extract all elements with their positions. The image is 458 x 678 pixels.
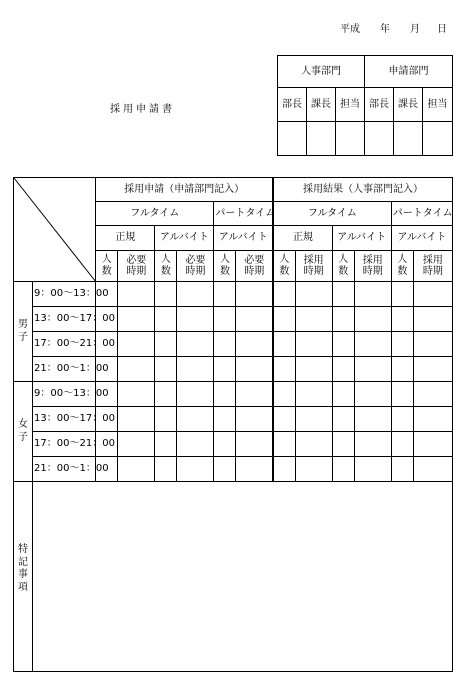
res-arbeit-header: アルバイト (332, 226, 391, 251)
entry-cell[interactable] (177, 457, 214, 482)
hiring-request-table (13, 177, 453, 672)
entry-cell[interactable] (236, 282, 273, 307)
entry-cell[interactable] (332, 307, 354, 332)
male-label: 男子 (14, 282, 33, 382)
entry-cell[interactable] (295, 332, 332, 357)
entry-cell[interactable] (155, 357, 177, 382)
entry-cell[interactable] (118, 407, 155, 432)
time-slot-label: 9：00～13：00 (33, 282, 96, 307)
entry-cell[interactable] (177, 282, 214, 307)
time-slot-label: 9：00～13：00 (33, 382, 96, 407)
diagonal-corner-cell (14, 178, 96, 282)
approval-role: 担当 (336, 88, 365, 122)
entry-cell[interactable] (391, 432, 413, 457)
time-slot-label: 17：00～21：00 (33, 432, 96, 457)
entry-cell[interactable] (332, 382, 354, 407)
entry-cell[interactable] (354, 307, 391, 332)
entry-cell[interactable] (177, 357, 214, 382)
entry-cell[interactable] (295, 457, 332, 482)
entry-cell[interactable] (354, 332, 391, 357)
remarks-label: 特記事項 (14, 482, 33, 672)
entry-cell[interactable] (273, 357, 295, 382)
hire-period-header: 採用時期 (413, 251, 452, 282)
entry-cell[interactable] (413, 307, 452, 332)
entry-cell[interactable] (155, 307, 177, 332)
entry-cell[interactable] (214, 382, 236, 407)
entry-cell[interactable] (236, 432, 273, 457)
entry-cell[interactable] (214, 282, 236, 307)
entry-cell[interactable] (332, 282, 354, 307)
entry-cell[interactable] (177, 382, 214, 407)
entry-cell[interactable] (214, 407, 236, 432)
entry-cell[interactable] (118, 432, 155, 457)
entry-cell[interactable] (214, 457, 236, 482)
entry-cell[interactable] (413, 357, 452, 382)
entry-cell[interactable] (332, 332, 354, 357)
entry-cell[interactable] (118, 382, 155, 407)
entry-cell[interactable] (354, 432, 391, 457)
hire-period-header: 採用時期 (295, 251, 332, 282)
headcount-header: 人数 (391, 251, 413, 282)
stamp-box[interactable] (394, 122, 423, 156)
application-header: 採用申請（申請部門記入） (96, 178, 273, 202)
entry-cell[interactable] (413, 457, 452, 482)
form-title: 採用申請書 (110, 104, 175, 115)
stamp-box[interactable] (278, 122, 307, 156)
headcount-header: 人数 (96, 251, 118, 282)
time-slot-label: 21：00～1：00 (33, 357, 96, 382)
approval-role: 担当 (423, 88, 453, 122)
entry-cell[interactable] (391, 382, 413, 407)
entry-cell[interactable] (295, 432, 332, 457)
approval-stamp-table (277, 55, 453, 156)
entry-cell[interactable] (391, 282, 413, 307)
entry-cell[interactable] (295, 307, 332, 332)
headcount-header: 人数 (273, 251, 295, 282)
stamp-box[interactable] (423, 122, 453, 156)
stamp-box[interactable] (307, 122, 336, 156)
entry-cell[interactable] (214, 432, 236, 457)
hire-period-header: 採用時期 (354, 251, 391, 282)
headcount-header: 人数 (155, 251, 177, 282)
entry-cell[interactable] (236, 382, 273, 407)
entry-cell[interactable] (214, 332, 236, 357)
approval-role: 部長 (278, 88, 307, 122)
time-slot-label: 21：00～1：00 (33, 457, 96, 482)
entry-cell[interactable] (236, 407, 273, 432)
entry-cell[interactable] (391, 307, 413, 332)
entry-cell[interactable] (332, 357, 354, 382)
entry-cell[interactable] (273, 457, 295, 482)
entry-cell[interactable] (118, 457, 155, 482)
day-label: 日 (437, 24, 447, 35)
stamp-box[interactable] (365, 122, 394, 156)
approval-role: 部長 (365, 88, 394, 122)
app-parttime-header: パートタイム (214, 202, 273, 226)
res-parttime-header: パートタイム (391, 202, 452, 226)
required-period-header: 必要時期 (236, 251, 273, 282)
entry-cell[interactable] (391, 357, 413, 382)
era-label: 平成 (340, 24, 360, 35)
entry-cell[interactable] (214, 357, 236, 382)
remarks-area[interactable] (33, 482, 453, 672)
entry-cell[interactable] (177, 332, 214, 357)
entry-cell[interactable] (118, 282, 155, 307)
required-period-header: 必要時期 (118, 251, 155, 282)
app-fulltime-header: フルタイム (96, 202, 214, 226)
headcount-header: 人数 (332, 251, 354, 282)
time-slot-label: 13：00～17：00 (33, 307, 96, 332)
entry-cell[interactable] (177, 307, 214, 332)
required-period-header: 必要時期 (177, 251, 214, 282)
entry-cell[interactable] (155, 457, 177, 482)
year-label: 年 (380, 24, 390, 35)
result-header: 採用結果（人事部門記入） (273, 178, 452, 202)
res-pt-arbeit-header: アルバイト (391, 226, 452, 251)
entry-cell[interactable] (413, 282, 452, 307)
entry-cell[interactable] (354, 357, 391, 382)
approval-group-applicant: 申請部門 (365, 56, 453, 88)
entry-cell[interactable] (177, 432, 214, 457)
app-pt-arbeit-header: アルバイト (214, 226, 273, 251)
entry-cell[interactable] (273, 332, 295, 357)
entry-cell[interactable] (236, 307, 273, 332)
entry-cell[interactable] (332, 407, 354, 432)
entry-cell[interactable] (236, 457, 273, 482)
entry-cell[interactable] (155, 332, 177, 357)
entry-cell[interactable] (354, 382, 391, 407)
month-label: 月 (410, 24, 420, 35)
entry-cell[interactable] (118, 332, 155, 357)
entry-cell[interactable] (273, 307, 295, 332)
entry-cell[interactable] (155, 282, 177, 307)
res-regular-header: 正規 (273, 226, 332, 251)
entry-cell[interactable] (273, 432, 295, 457)
entry-cell[interactable] (413, 432, 452, 457)
entry-cell[interactable] (413, 332, 452, 357)
approval-role: 課長 (307, 88, 336, 122)
app-arbeit-header: アルバイト (155, 226, 214, 251)
entry-cell[interactable] (354, 282, 391, 307)
entry-cell[interactable] (413, 382, 452, 407)
entry-cell[interactable] (118, 307, 155, 332)
time-slot-label: 13：00～17：00 (33, 407, 96, 432)
entry-cell[interactable] (214, 307, 236, 332)
entry-cell[interactable] (295, 382, 332, 407)
approval-group-hr: 人事部門 (278, 56, 365, 88)
entry-cell[interactable] (273, 282, 295, 307)
entry-cell[interactable] (295, 357, 332, 382)
res-fulltime-header: フルタイム (273, 202, 391, 226)
entry-cell[interactable] (413, 407, 452, 432)
entry-cell[interactable] (391, 407, 413, 432)
headcount-header: 人数 (214, 251, 236, 282)
entry-cell[interactable] (155, 382, 177, 407)
entry-cell[interactable] (155, 407, 177, 432)
entry-cell[interactable] (273, 407, 295, 432)
entry-cell[interactable] (332, 457, 354, 482)
entry-cell[interactable] (354, 457, 391, 482)
entry-cell[interactable] (236, 357, 273, 382)
time-slot-label: 17：00～21：00 (33, 332, 96, 357)
diagonal-line (14, 178, 96, 282)
app-regular-header: 正規 (96, 226, 155, 251)
entry-cell[interactable] (295, 282, 332, 307)
entry-cell[interactable] (273, 382, 295, 407)
approval-role: 課長 (394, 88, 423, 122)
entry-cell[interactable] (155, 432, 177, 457)
entry-cell[interactable] (118, 357, 155, 382)
entry-cell[interactable] (236, 332, 273, 357)
stamp-box[interactable] (336, 122, 365, 156)
entry-cell[interactable] (295, 407, 332, 432)
entry-cell[interactable] (177, 407, 214, 432)
female-label: 女子 (14, 382, 33, 482)
entry-cell[interactable] (391, 332, 413, 357)
entry-cell[interactable] (354, 407, 391, 432)
entry-cell[interactable] (391, 457, 413, 482)
entry-cell[interactable] (332, 432, 354, 457)
